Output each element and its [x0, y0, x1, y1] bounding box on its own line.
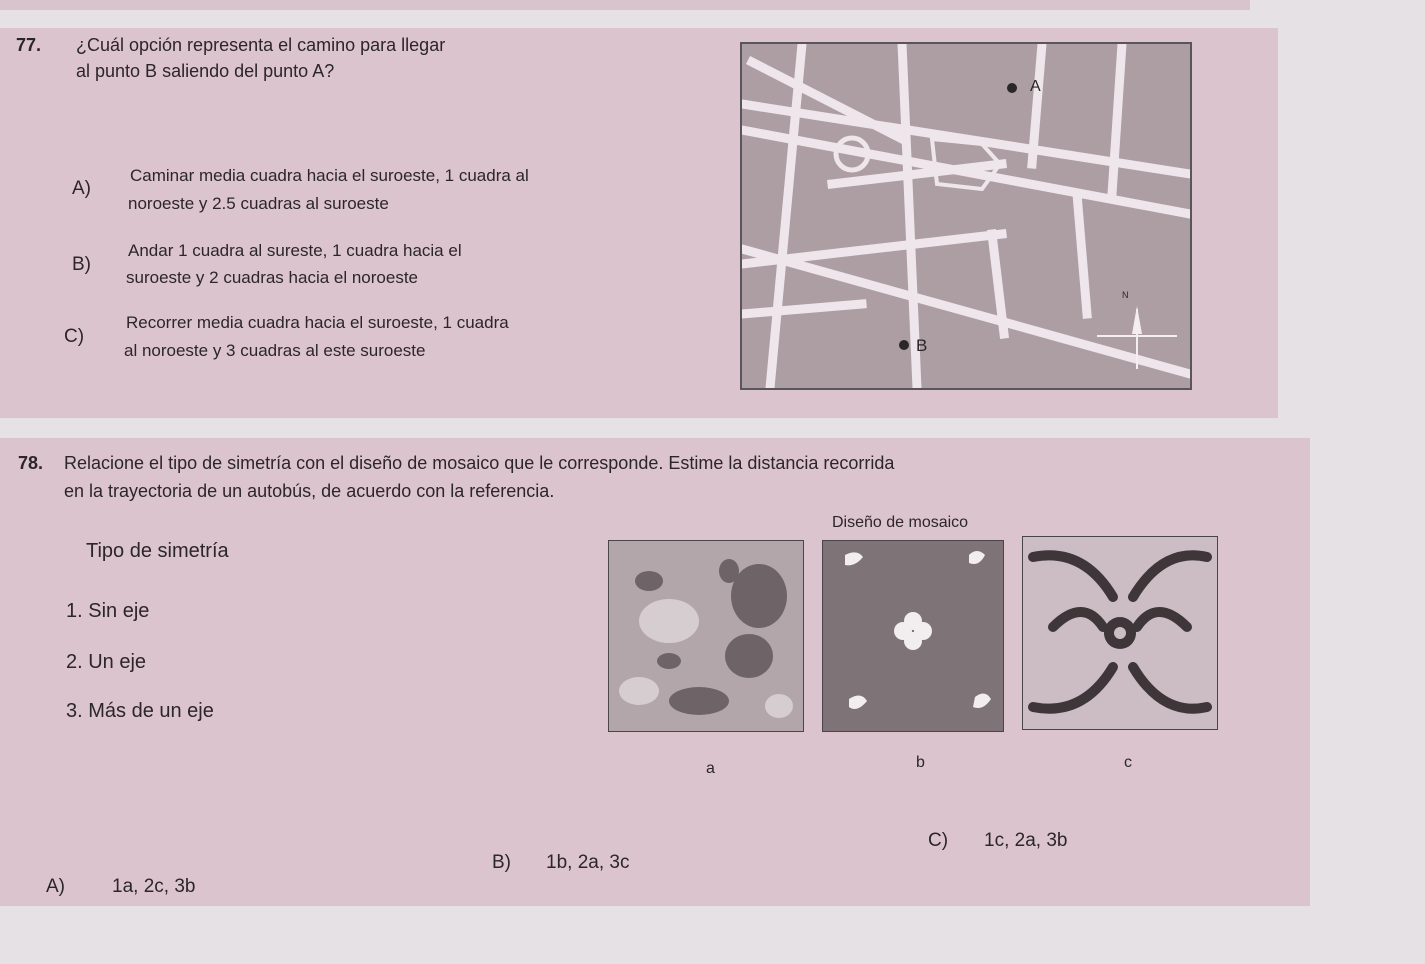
map-point-a-label: A	[1030, 78, 1041, 95]
answer-b-text: 1b, 2a, 3c	[546, 852, 630, 873]
option-c-line-1: Recorrer media cuadra hacia el suroeste, 1 cuadra	[126, 313, 509, 332]
mosaic-label-a: a	[706, 760, 715, 777]
symmetry-title: Tipo de simetría	[86, 540, 229, 562]
answer-a-text: 1a, 2c, 3b	[112, 876, 196, 897]
question-78-line-1: Relacione el tipo de simetría con el diseño de mosaico que le corresponde. Estime la distancia recorrida	[64, 453, 895, 473]
option-c-line-2: al noroeste y 3 cuadras al este suroeste	[124, 341, 426, 360]
mosaic-tile-c-pattern	[1023, 537, 1217, 729]
question-77-line-2: al punto B saliendo del punto A?	[76, 61, 335, 81]
mosaic-title: Diseño de mosaico	[832, 514, 969, 531]
mosaic-tile-c	[1022, 536, 1218, 730]
option-b-line-2: suroeste y 2 cuadras hacia el noroeste	[126, 268, 419, 287]
street-map-drawing	[742, 44, 1190, 388]
mosaic-label-c: c	[1124, 754, 1132, 771]
street-map	[740, 42, 1192, 390]
mosaic-tile-a	[608, 540, 804, 732]
answer-b-letter[interactable]: B)	[492, 852, 511, 873]
answer-a-letter[interactable]: A)	[46, 876, 65, 897]
option-a-line-1: Caminar media cuadra hacia el suroeste, 1 cuadra al	[130, 166, 529, 185]
mosaic-tile-b-pattern	[823, 541, 1003, 731]
top-band	[0, 0, 1250, 10]
answer-c-text: 1c, 2a, 3b	[984, 830, 1068, 851]
compass-n-label: N	[1122, 290, 1129, 300]
question-78-line-2: en la trayectoria de un autobús, de acuerdo con la referencia.	[64, 481, 555, 501]
option-a-line-2: noroeste y 2.5 cuadras al suroeste	[128, 194, 389, 213]
question-78-number: 78.	[18, 453, 44, 473]
answer-c-letter[interactable]: C)	[928, 830, 949, 851]
option-c-letter[interactable]: C)	[64, 326, 85, 347]
option-b-line-1: Andar 1 cuadra al sureste, 1 cuadra hacia el	[128, 241, 462, 260]
symmetry-item-3: 3. Más de un eje	[66, 700, 214, 722]
option-a-letter[interactable]: A)	[72, 178, 91, 199]
mosaic-tile-a-pattern	[609, 541, 803, 731]
symmetry-item-2: 2. Un eje	[66, 651, 147, 673]
symmetry-item-1: 1. Sin eje	[66, 600, 150, 622]
map-point-b-label: B	[916, 336, 928, 355]
mosaic-label-b: b	[916, 754, 925, 771]
question-77-line-1: ¿Cuál opción representa el camino para llegar	[76, 35, 446, 55]
option-b-letter[interactable]: B)	[72, 254, 91, 275]
question-77-number: 77.	[16, 35, 42, 55]
mosaic-tile-b	[822, 540, 1004, 732]
